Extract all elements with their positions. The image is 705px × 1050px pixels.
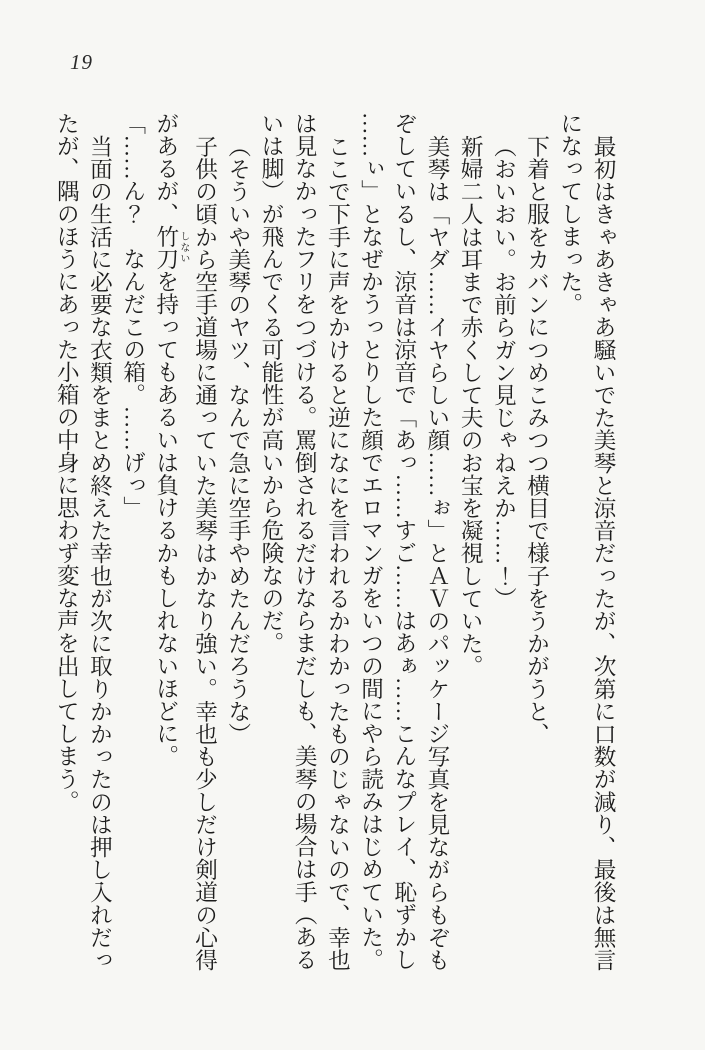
text-line: （そういや美琴のヤツ、なんで急に空手やめたんだろうな）: [225, 134, 251, 745]
text-line: 子供の頃から空手道場に通っていた美琴はかなり強い。幸也も少しだけ剣道の心得: [192, 134, 218, 971]
text-line: 新婦二人は耳まで赤くして夫のお宝を凝視していた。: [458, 134, 484, 677]
text-line-with-ruby: [150, 112, 189, 974]
text-line: は見なかったフリをつづける。罵倒されるだけならまだしも、美琴の場合は手（ある: [292, 112, 318, 971]
text-line: ……ぃ」となぜかうっとりした顔でエロマンガをいつの間にやら読みはじめていた。: [358, 112, 384, 971]
text-line: （おいおい。お前らガン見じゃねえか……！）: [491, 134, 517, 610]
page-number: 19: [70, 50, 93, 74]
ruby-word: [153, 225, 189, 271]
text-line: ぞしているし、涼音は涼音で「あっ……すご……はあぁ……こんなプレイ、恥ずかし: [391, 112, 417, 971]
text-line: 当面の生活に必要な衣類をまとめ終えた幸也が次に取りかかったのは押し入れだっ: [87, 134, 113, 971]
ruby-annotation: しない: [177, 225, 189, 271]
text-line: いは脚）が飛んでくる可能性が高いから危険なのだ。: [258, 112, 284, 655]
text-line: 美琴は「ヤダ……イヤらしい顔……ぉ」とＡＶのパッケージ写真を見ながらもぞも: [424, 134, 450, 971]
text-segment: があるが、: [153, 112, 179, 225]
text-line: 下着と服をカバンにつめこみつつ横目で様子をうかがうと、: [524, 134, 550, 745]
ruby-base: 竹刀: [153, 225, 179, 271]
text-line: になってしまった。: [557, 112, 583, 316]
text-line: 最初はきゃあきゃあ騒いでた美琴と涼音だったが、次第に口数が減り、最後は無言: [591, 134, 616, 971]
text-segment: を持ってもあるいは負けるかもしれないほどに。: [153, 270, 179, 768]
text-block: [48, 112, 620, 974]
text-line: たが、隅のほうにあった小箱の中身に思わず変な声を出してしまう。: [54, 112, 80, 813]
text-line: ここで下手に声をかけると逆になにを言われるかわかったものじゃないので、幸也: [325, 134, 351, 971]
text-line: 「……ん？ なんだこの箱。……げっ」: [120, 112, 146, 519]
